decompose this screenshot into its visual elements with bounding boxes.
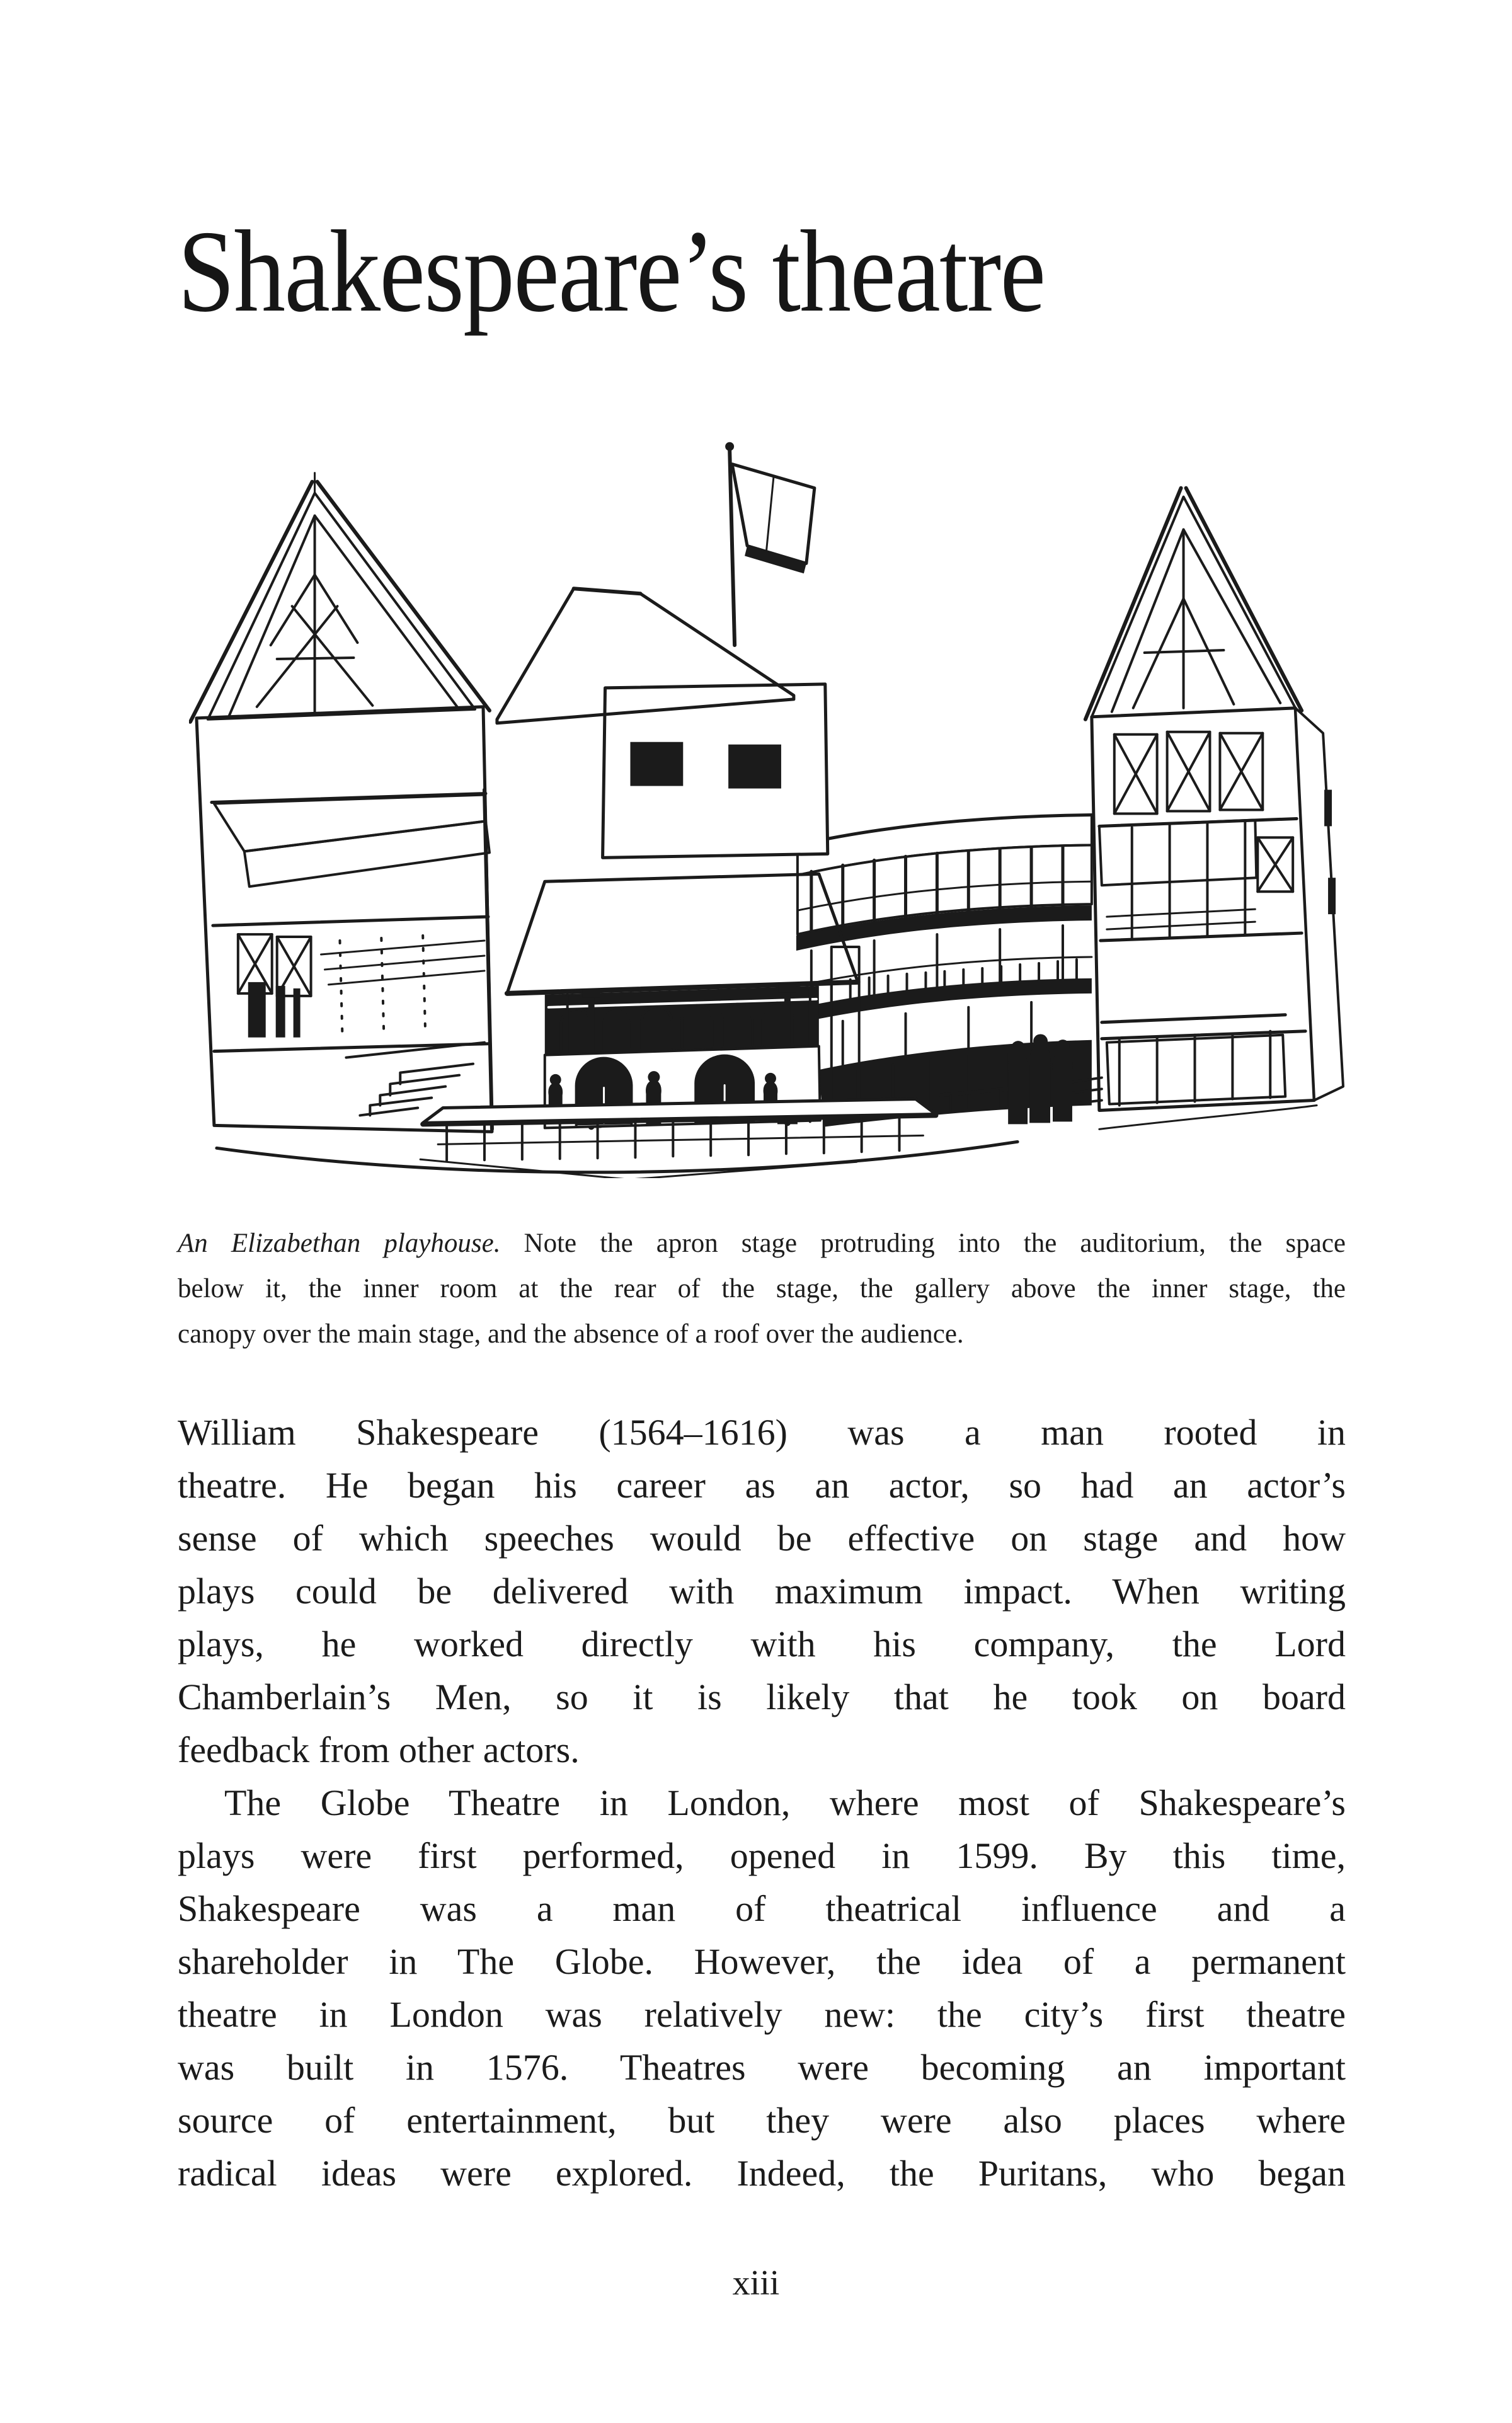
paragraph <box>178 1777 1346 2200</box>
text-line: theatre. He began his career as an actor, so had an actor’s <box>178 1465 1346 1506</box>
page-title: Shakespeare’s theatre <box>178 207 1045 336</box>
left-building <box>190 473 492 1132</box>
caption-line: canopy over the main stage, and the absence of a roof over the audience. <box>178 1319 964 1349</box>
body-text <box>178 1406 1346 2200</box>
paragraph <box>178 1406 1346 1777</box>
text-line: The Globe Theatre in London, where most of Shakespeare’s <box>224 1782 1346 1823</box>
text-line: source of entertainment, but they were also places where <box>178 2100 1346 2141</box>
page-number: xiii <box>732 2264 780 2303</box>
figure-caption <box>178 1221 1346 1357</box>
text-line: radical ideas were explored. Indeed, the Puritans, who began <box>178 2153 1346 2194</box>
caption-line: below it, the inner room at the rear of the stage, the gallery above the inner stage, the <box>178 1274 1346 1303</box>
text-line: plays, he worked directly with his company, the Lord <box>178 1624 1346 1664</box>
playhouse-illustration <box>189 436 1346 1178</box>
caption-line <box>178 1221 1346 1266</box>
flag <box>725 442 815 645</box>
text-line: was built in 1576. Theatres were becoming an important <box>178 2047 1346 2088</box>
text-line: Shakespeare was a man of theatrical influence and a <box>178 1888 1346 1929</box>
playhouse-figure <box>189 436 1346 1178</box>
text-line: shareholder in The Globe. However, the idea of a permanent <box>178 1941 1346 1982</box>
caption-line1-rest: Note the apron stage protruding into the auditorium, the space <box>500 1229 1346 1258</box>
text-line: plays could be delivered with maximum impact. When writing <box>178 1571 1346 1612</box>
right-building <box>1059 488 1343 1111</box>
text-line: theatre in London was relatively new: the city’s first theatre <box>178 1994 1346 2035</box>
text-line: sense of which speeches would be effective on stage and how <box>178 1518 1346 1559</box>
text-line: plays were first performed, opened in 1599. By this time, <box>178 1835 1346 1876</box>
text-line: feedback from other actors. <box>178 1729 580 1770</box>
caption-lead-italic: An Elizabethan playhouse. <box>178 1229 501 1258</box>
text-line: Chamberlain’s Men, so it is likely that he took on board <box>178 1676 1346 1717</box>
text-line: William Shakespeare (1564–1616) was a man rooted in <box>178 1412 1346 1453</box>
